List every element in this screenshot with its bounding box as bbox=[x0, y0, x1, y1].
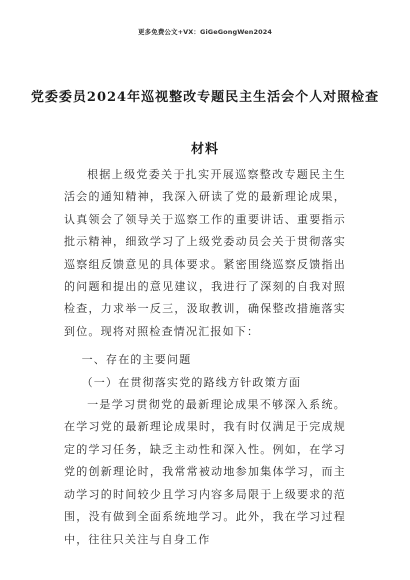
document-title: 党委委员2024年巡视整改专题民主生活会个人对照检查材料 bbox=[30, 90, 380, 157]
document-body bbox=[64, 164, 346, 551]
intro-paragraph: 根据上级党委关于扎实开展巡察整改专题民主生活会的通知精神，我深入研读了党的最新理论成果，认真领会了领导关于巡察工作的重要讲话、重要指示批示精神，细致学习了上级党委动员会关于贯彻落实巡察组反馈意见的具体要求。紧密围绕巡察反馈指出的问题和提出的意见建议，我进行了深刻的自我对照检查，力求举一反三，汲取教训，确保整改措施落实到位。现将对照检查情况汇报如下： bbox=[64, 168, 346, 338]
body-paragraph: 一是学习贯彻党的最新理论成果不够深入系统。在学习党的最新理论成果时，我有时仅满足于完成规定的学习任务，缺乏主动性和深入性。例如，在学习党的创新理论时，我常常被动地参加集体学习，而主动学习的时间较少且学习内容多局限于上级要求的范围，没有做到全面系统地学习。此外，我在学习过程中，往往只关注与自身工作 bbox=[64, 398, 346, 546]
header-watermark: 更多免费公文+VX：GiGeGongWen2024 bbox=[138, 28, 272, 36]
section-heading: 一、存在的主要问题 bbox=[81, 353, 192, 367]
subsection-heading: （一）在贯彻落实党的路线方针政策方面 bbox=[81, 375, 302, 389]
